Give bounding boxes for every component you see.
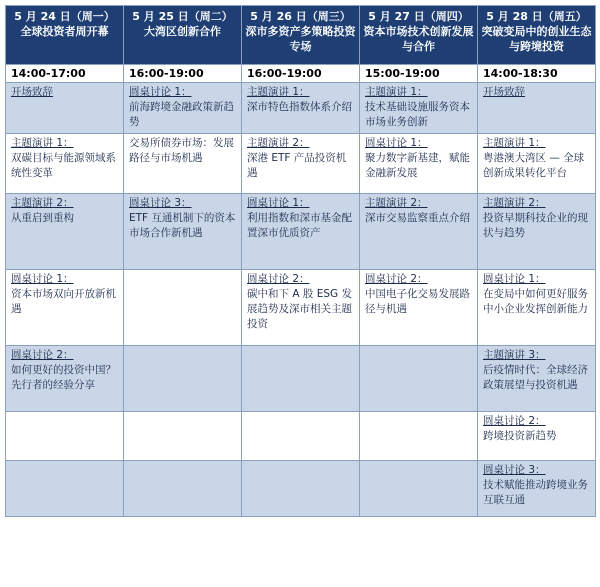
session-row xyxy=(6,346,596,412)
session-cell xyxy=(478,194,596,270)
session-description: 中国电子化交易发展路径与机遇 xyxy=(365,288,470,315)
session-cell xyxy=(242,270,360,346)
session-row xyxy=(6,134,596,194)
column-topic: 全球投资者周开幕 xyxy=(20,25,109,38)
session-title: 主题演讲 2： xyxy=(365,197,428,209)
session-description: 利用指数和深市基金配置深市优质资产 xyxy=(247,212,352,239)
session-title: 主题演讲 2： xyxy=(483,197,546,209)
header-cell xyxy=(124,6,242,65)
column-date: 5 月 25 日（周二） xyxy=(132,10,233,23)
session-description: 前海跨境金融政策新趋势 xyxy=(129,101,234,128)
time-cell: 15:00-19:00 xyxy=(360,65,478,83)
session-cell xyxy=(124,194,242,270)
session-cell xyxy=(360,412,478,461)
session-cell xyxy=(242,194,360,270)
session-title: 圆桌讨论 1： xyxy=(247,197,310,209)
column-date: 5 月 27 日（周四） xyxy=(368,10,469,23)
time-cell: 14:00-18:30 xyxy=(478,65,596,83)
column-date: 5 月 24 日（周一） xyxy=(14,10,115,23)
session-title: 圆桌讨论 2： xyxy=(483,415,546,427)
session-cell xyxy=(478,412,596,461)
session-cell xyxy=(478,134,596,194)
column-topic: 大湾区创新合作 xyxy=(144,25,221,38)
session-title: 主题演讲 1： xyxy=(483,137,546,149)
session-description: 深港 ETF 产品投资机遇 xyxy=(247,152,347,179)
session-title: 主题演讲 3： xyxy=(483,349,546,361)
session-cell xyxy=(242,461,360,517)
session-title: 开场致辞 xyxy=(11,86,53,98)
session-cell xyxy=(478,83,596,134)
session-cell xyxy=(6,461,124,517)
session-title: 开场致辞 xyxy=(483,86,525,98)
session-title: 圆桌讨论 3： xyxy=(483,464,546,476)
session-cell xyxy=(242,134,360,194)
session-cell xyxy=(360,194,478,270)
column-date: 5 月 26 日（周三） xyxy=(250,10,351,23)
session-cell xyxy=(124,83,242,134)
column-topic: 深市多资产多策略投资专场 xyxy=(245,25,356,53)
time-cell: 14:00-17:00 xyxy=(6,65,124,83)
session-row xyxy=(6,461,596,517)
session-cell xyxy=(360,270,478,346)
session-cell xyxy=(242,83,360,134)
session-cell xyxy=(478,270,596,346)
session-title: 圆桌讨论 3： xyxy=(129,197,192,209)
session-cell xyxy=(360,83,478,134)
session-description: 后疫情时代：全球经济政策展望与投资机遇 xyxy=(483,364,588,391)
header-cell xyxy=(6,6,124,65)
header-cell xyxy=(478,6,596,65)
session-cell xyxy=(124,134,242,194)
session-description: 如何更好的投资中国？先行者的经验分享 xyxy=(11,364,116,391)
session-description: 深市交易监察重点介绍 xyxy=(365,212,470,224)
session-title: 主题演讲 1： xyxy=(11,137,74,149)
session-description: 跨境投资新趋势 xyxy=(483,430,557,442)
session-cell xyxy=(124,461,242,517)
header-cell xyxy=(360,6,478,65)
session-row xyxy=(6,270,596,346)
session-title: 圆桌讨论 2： xyxy=(365,273,428,285)
session-title: 主题演讲 1： xyxy=(365,86,428,98)
session-cell xyxy=(6,83,124,134)
column-date: 5 月 28 日（周五） xyxy=(486,10,587,23)
session-cell xyxy=(6,412,124,461)
session-description: 深市特色指数体系介绍 xyxy=(247,101,352,113)
session-cell xyxy=(242,346,360,412)
session-description: 交易所债券市场：发展路径与市场机遇 xyxy=(129,137,234,164)
session-title: 圆桌讨论 2： xyxy=(11,349,74,361)
session-cell xyxy=(478,461,596,517)
session-row xyxy=(6,83,596,134)
session-description: 从重启到重构 xyxy=(11,212,74,224)
header-cell xyxy=(242,6,360,65)
session-cell xyxy=(6,270,124,346)
header-row xyxy=(6,6,596,65)
session-cell xyxy=(124,346,242,412)
session-cell xyxy=(360,346,478,412)
session-description: ETF 互通机制下的资本市场合作新机遇 xyxy=(129,212,236,239)
session-cell xyxy=(360,134,478,194)
session-row xyxy=(6,194,596,270)
session-cell xyxy=(6,134,124,194)
session-title: 圆桌讨论 2： xyxy=(247,273,310,285)
session-cell xyxy=(124,270,242,346)
session-cell xyxy=(124,412,242,461)
session-title: 圆桌讨论 1： xyxy=(483,273,546,285)
time-cell: 16:00-19:00 xyxy=(242,65,360,83)
session-description: 聚力数字新基建，赋能金融新发展 xyxy=(365,152,470,179)
session-cell xyxy=(242,412,360,461)
session-cell xyxy=(478,346,596,412)
session-description: 技术基础设施服务资本市场业务创新 xyxy=(365,101,470,128)
time-row xyxy=(6,65,596,83)
session-description: 投资早期科技企业的现状与趋势 xyxy=(483,212,588,239)
session-cell xyxy=(6,194,124,270)
session-row xyxy=(6,412,596,461)
session-description: 双碳目标与能源领域系统性变革 xyxy=(11,152,116,179)
session-description: 在变局中如何更好服务中小企业发挥创新能力 xyxy=(483,288,588,315)
session-title: 主题演讲 1： xyxy=(247,86,310,98)
schedule-table xyxy=(5,5,596,517)
session-description: 粤港澳大湾区 — 全球创新成果转化平台 xyxy=(483,152,585,179)
session-cell xyxy=(6,346,124,412)
session-title: 主题演讲 2： xyxy=(247,137,310,149)
session-title: 圆桌讨论 1： xyxy=(365,137,428,149)
session-description: 技术赋能推动跨境业务互联互通 xyxy=(483,479,588,506)
session-title: 圆桌讨论 1： xyxy=(11,273,74,285)
session-title: 主题演讲 2： xyxy=(11,197,74,209)
column-topic: 资本市场技术创新发展与合作 xyxy=(363,25,474,53)
session-description: 碳中和下 A 股 ESG 发展趋势及深市相关主题投资 xyxy=(247,288,352,330)
session-title: 圆桌讨论 1： xyxy=(129,86,192,98)
session-cell xyxy=(360,461,478,517)
time-cell: 16:00-19:00 xyxy=(124,65,242,83)
column-topic: 突破变局中的创业生态与跨境投资 xyxy=(481,25,592,53)
session-description: 资本市场双向开放新机遇 xyxy=(11,288,116,315)
